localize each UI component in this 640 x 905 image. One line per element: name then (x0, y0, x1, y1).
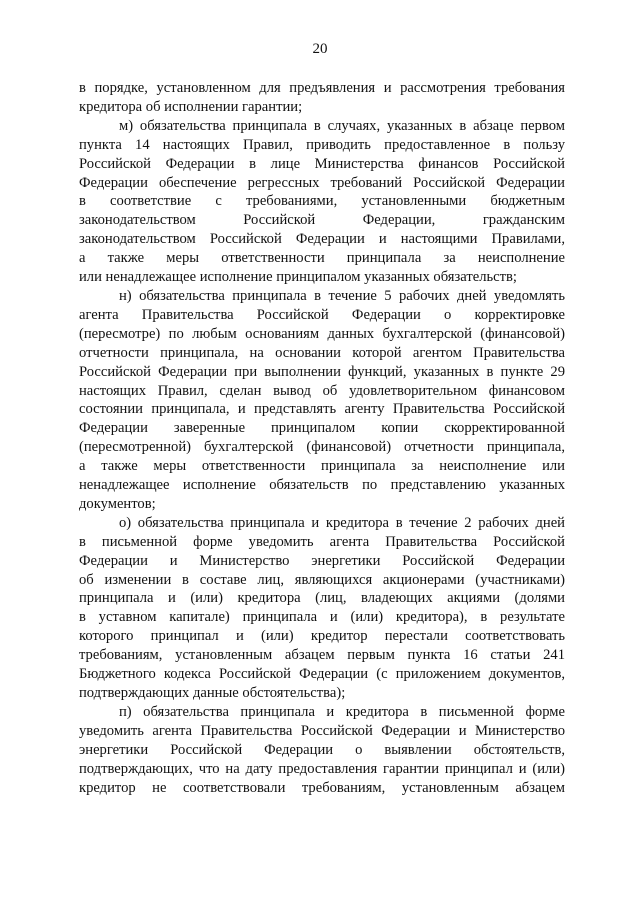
text-line: отчетности принципала, на основании которой агентом Правительства (79, 344, 565, 361)
text-line: ненадлежащее исполнение обязательств по представлению указанных (79, 477, 565, 494)
paragraph-p (79, 703, 565, 798)
text-line: п) обязательства принципала и кредитора в письменной форме (119, 703, 565, 720)
page-number: 20 (312, 41, 328, 57)
text-line: Федерации заверенные принципалом копии скорректированной (79, 420, 565, 437)
text-line: Российской Федерации при выполнении функций, указанных в пункте 29 (79, 363, 565, 380)
text-line: Российской Федерации в лице Министерства финансов Российской (79, 155, 565, 172)
text-line: агента Правительства Российской Федерации о корректировке (79, 306, 565, 323)
text-line: кредитора об исполнении гарантии; (79, 98, 303, 115)
text-line: подтверждающих, что на дату предоставления гарантии принципал и (или) (79, 760, 565, 777)
text-line: документов; (79, 495, 156, 512)
text-line: а также меры ответственности принципала за неисполнение или (79, 458, 565, 475)
text-line: энергетики Российской Федерации о выявлении обстоятельств, (79, 741, 565, 758)
text-line: настоящих Правил, сделан вывод об удовлетворительном финансовом (79, 382, 565, 399)
text-line: (пересмотренной) бухгалтерской (финансовой) отчетности принципала, (79, 439, 565, 456)
text-line: в соответствие с требованиями, установленными бюджетным (79, 193, 565, 210)
text-line: законодательством Российской Федерации, гражданским (79, 212, 565, 229)
text-line: уведомить агента Правительства Российской Федерации и Министерство (79, 722, 565, 739)
paragraph-o (79, 514, 565, 703)
text-line: требованиям, установленным абзацем первым пункта 16 статьи 241 (79, 647, 565, 664)
paragraph-m (79, 117, 565, 287)
text-line: Федерации обеспечение регрессных требований Российской Федерации (79, 174, 565, 191)
text-line: а также меры ответственности принципала за неисполнение (79, 250, 565, 267)
text-line: в уставном капитале) принципала и (или) кредитора), в результате (79, 609, 565, 626)
text-line: принципала и (или) кредитора (лиц, владеющих акциями (долями (79, 590, 565, 607)
text-line: м) обязательства принципала в случаях, указанных в абзаце первом (119, 117, 565, 134)
text-line: законодательством Российской Федерации и настоящими Правилами, (79, 231, 565, 248)
text-line: н) обязательства принципала в течение 5 рабочих дней уведомлять (119, 287, 565, 304)
text-line: кредитор не соответствовали требованиям, установленным абзацем (79, 779, 565, 796)
text-line: пункта 14 настоящих Правил, приводить предоставленное в пользу (79, 136, 565, 153)
text-line: подтверждающих данные обстоятельства); (79, 685, 346, 701)
text-line: в письменной форме уведомить агента Правительства Российской (79, 533, 565, 550)
text-line: или ненадлежащее исполнение принципалом указанных обязательств; (79, 269, 517, 286)
text-line: которого принципал и (или) кредитор перестали соответствовать (79, 628, 565, 645)
document-body (79, 79, 565, 797)
paragraph-n (79, 287, 565, 514)
text-line: Бюджетного кодекса Российской Федерации (с приложением документов, (79, 666, 565, 683)
text-line: о) обязательства принципала и кредитора в течение 2 рабочих дней (119, 514, 565, 531)
text-line: об изменении в составе лиц, являющихся акционерами (участниками) (79, 571, 565, 588)
text-line: в порядке, установленном для предъявления и рассмотрения требования (79, 80, 565, 96)
text-line: Федерации и Министерство энергетики Российской Федерации (79, 552, 565, 569)
text-line: (пересмотре) по любым основаниям данных бухгалтерской (финансовой) (79, 325, 565, 342)
paragraph-continuation (79, 79, 565, 117)
text-line: состоянии принципала, и представлять агенту Правительства Российской (79, 401, 565, 418)
